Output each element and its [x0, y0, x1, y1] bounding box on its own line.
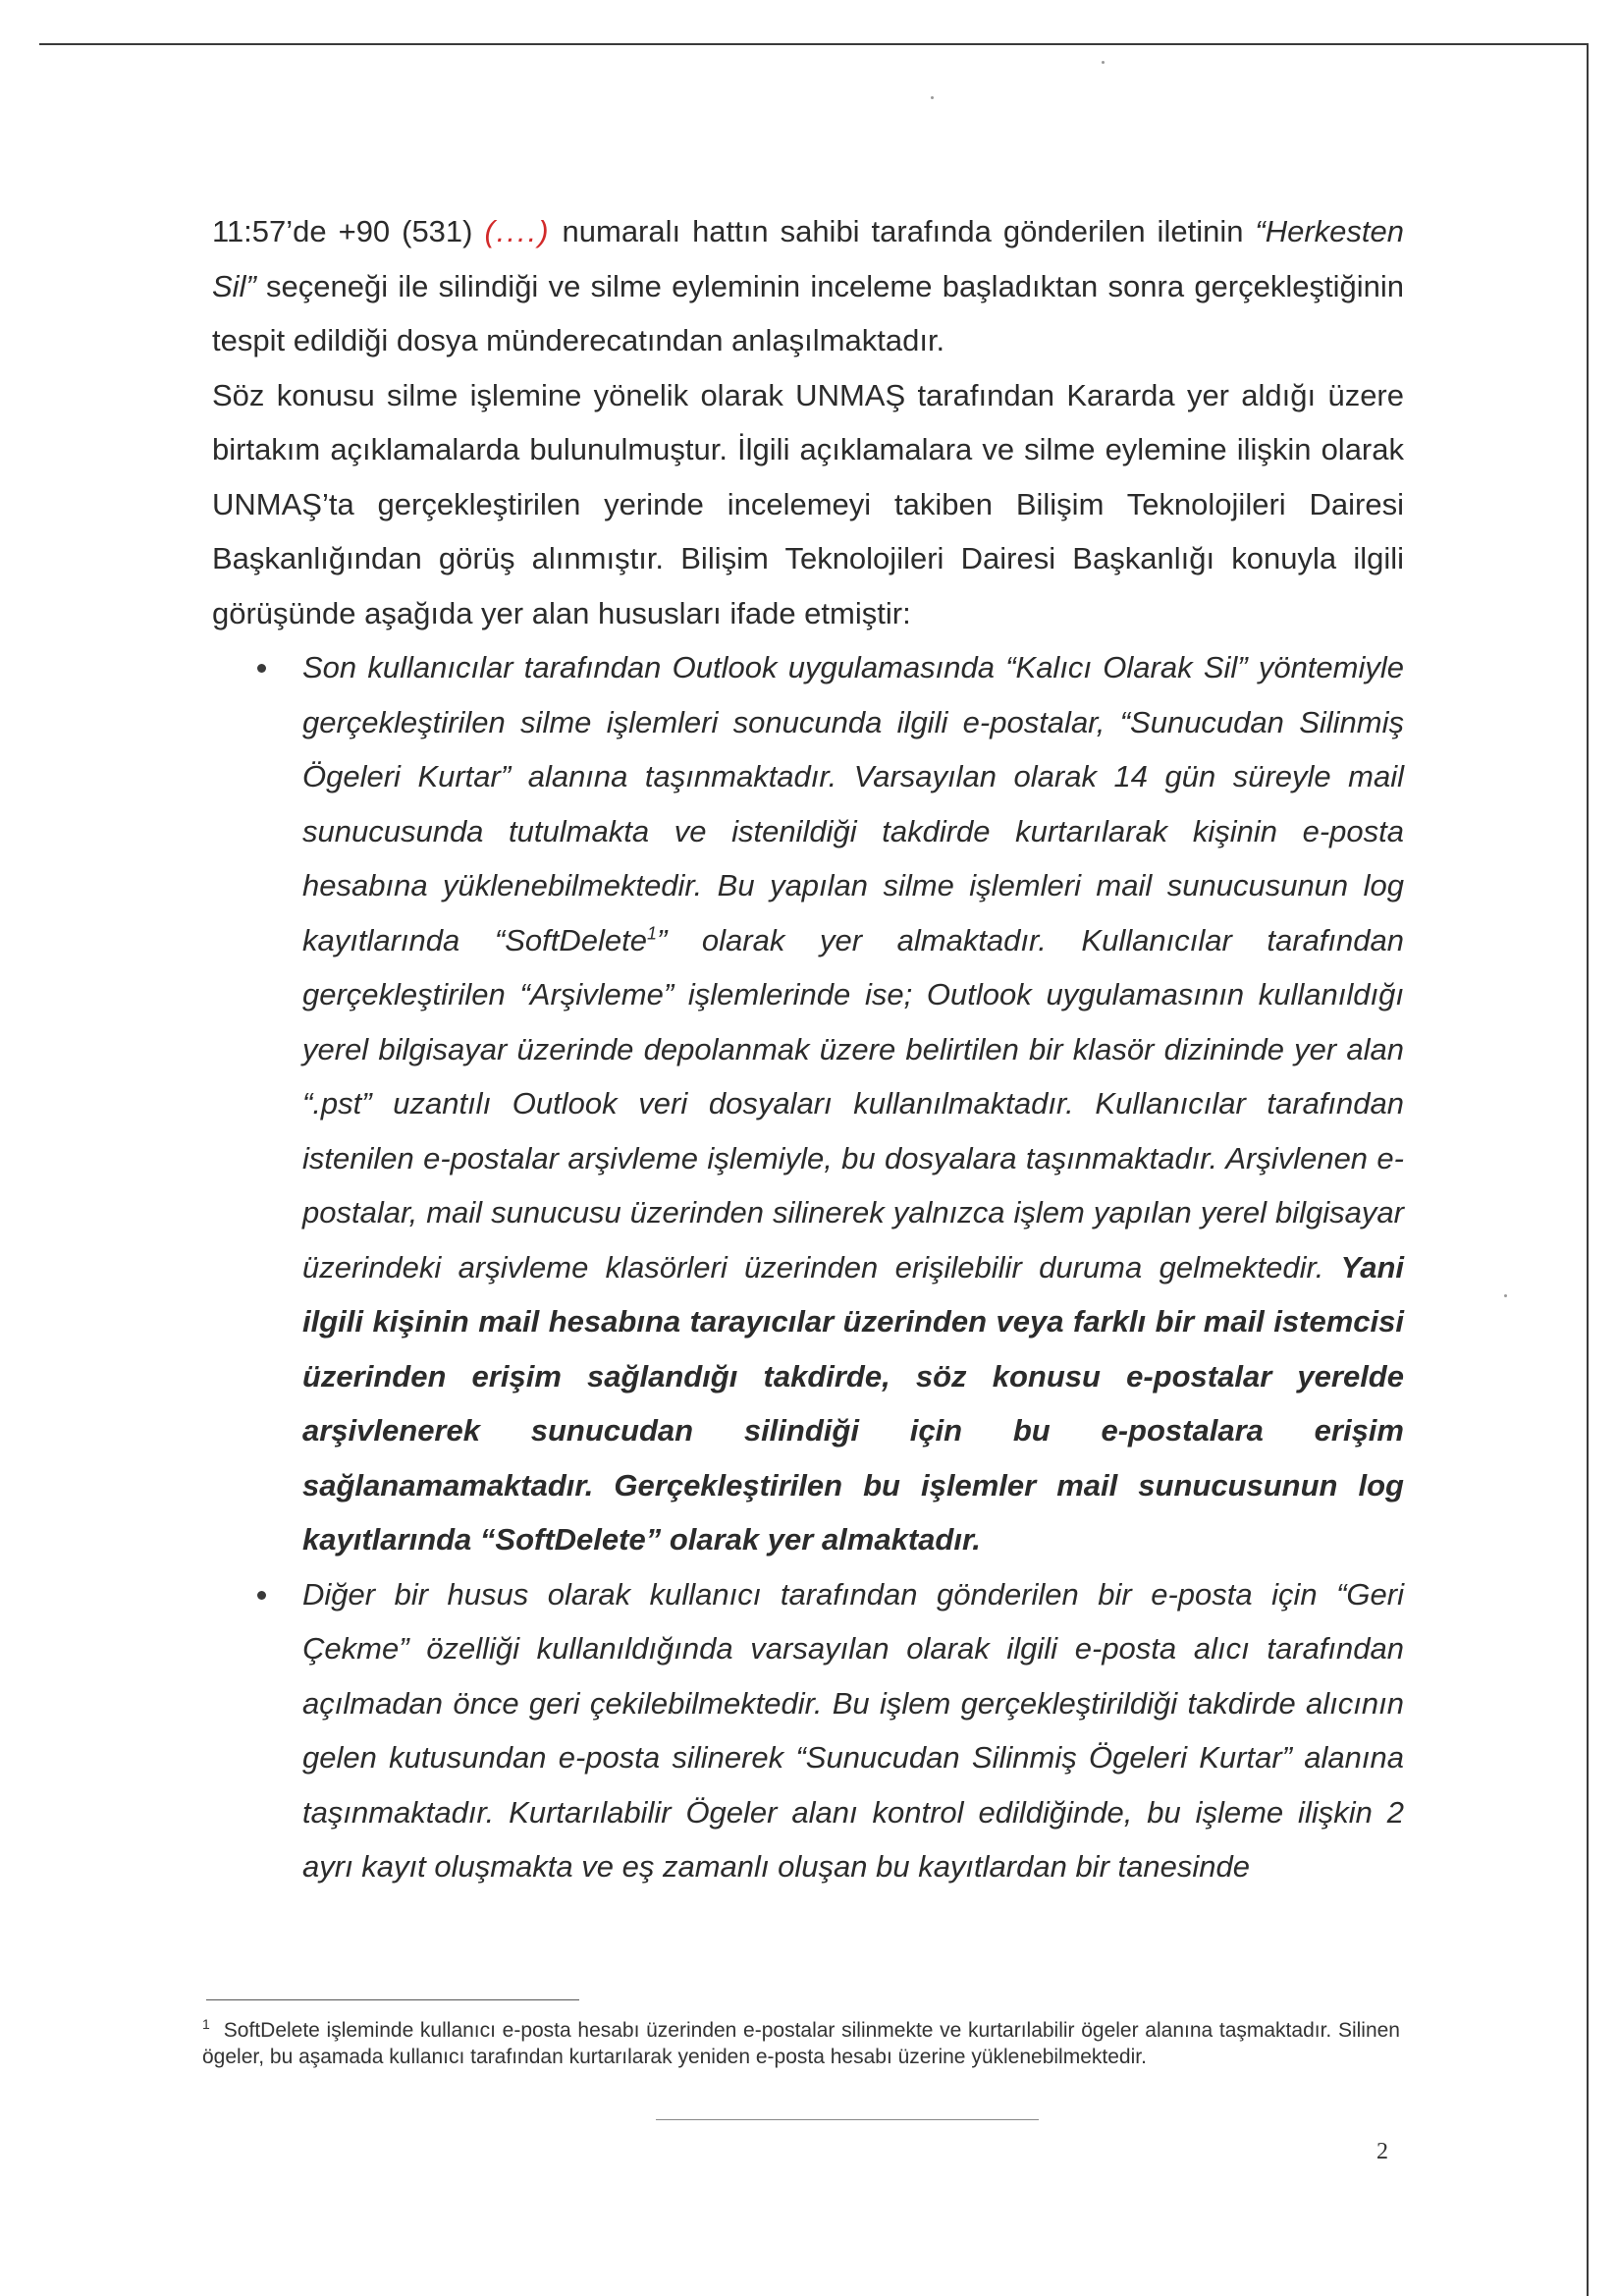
bullet-1-bold-text: Yani ilgili kişinin mail hesabına tarayıcılar üzerinden veya farklı bir mail istemcisi üzerinden erişim sağlandığı takdirde, söz konusu e-postalar yerelde arşivlenerek sunucudan silindiği için bu e-postalara erişim sağlanamamaktadır. Gerçekleştirilen bu işlemler mail sunucusunun log kayıtlarında “SoftDelete” olarak yer almaktadır. [302, 1249, 1404, 1557]
scan-speck [1504, 1294, 1507, 1297]
bottom-separator [656, 2119, 1039, 2120]
redacted-number: (....) [484, 214, 551, 248]
footnote-text: SoftDelete işleminde kullanıcı e-posta hesabı üzerinden e-postalar silinmekte ve kurtarılabilir ögeler alanına taşmaktadır. Silinen ögeler, bu aşamada kullanıcı tarafından kurtarılarak yeniden e-posta hesabı üzerine yüklenebilmektedir. [202, 2019, 1400, 2068]
bullet-1-text-1: Son kullanıcılar tarafından Outlook uygulamasında “Kalıcı Olarak Sil” yöntemiyle gerçekleştirilen silme işlemleri sonucunda ilgili e-postalar, “Sunucudan Silinmiş Ögeleri Kurtar” alanına taşınmaktadır. Varsayılan olarak 14 gün süreyle mail sunucusunda tutulmakta ve istenildiği takdirde kurtarılarak kişinin e-posta hesabına yüklenebilmektedir. Bu yapılan silme işlemleri mail sunucusunun log kayıtlarında “SoftDelete [302, 650, 1404, 957]
footnote-mark: 1 [202, 2016, 210, 2032]
bullet-dot-icon [257, 1591, 266, 1600]
bullet-2-text: Diğer bir husus olarak kullanıcı tarafından gönderilen bir e-posta için “Geri Çekme” özelliği kullanıldığında varsayılan olarak ilgili e-posta alıcı tarafından açılmadan önce geri çekilebilmektedir. Bu işlem gerçekleştirildiği takdirde alıcının gelen kutusundan e-posta silinerek “Sunucudan Silinmiş Ögeleri Kurtar” alanına taşınmaktadır. Kurtarılabilir Ögeler alanı kontrol edildiğinde, bu işleme ilişkin 2 ayrı kayıt oluşmakta ve eş zamanlı oluşan bu kayıtlardan bir tanesinde [302, 1576, 1404, 1884]
right-border-line [1587, 43, 1589, 2296]
paragraph-1-text-1: numaralı hattın sahibi tarafında gönderilen iletinin [550, 214, 1256, 248]
bullet-dot-icon [257, 664, 266, 673]
scan-speck [931, 96, 934, 99]
page-number: 2 [1376, 2139, 1388, 2164]
footnote-separator [206, 1999, 579, 2000]
bullet-item-2 [212, 1567, 1404, 1894]
paragraph-2: Söz konusu silme işlemine yönelik olarak UNMAŞ tarafından Kararda yer aldığı üzere birtakım açıklamalarda bulunulmuştur. İlgili açıklamalara ve silme eylemine ilişkin olarak UNMAŞ’ta gerçekleştirilen yerinde incelemeyi takiben Bilişim Teknolojileri Dairesi Başkanlığından görüş alınmıştır. Bilişim Teknolojileri Dairesi Başkanlığı konuyla ilgili görüşünde aşağıda yer alan hususları ifade etmiştir: [212, 377, 1404, 630]
paragraph-1-lead: 11:57’de +90 (531) [212, 214, 485, 248]
scan-speck [1102, 61, 1105, 64]
bullet-1-text-2: ” olarak yer almaktadır. Kullanıcılar tarafından gerçekleştirilen “Arşivleme” işlemlerinde ise; Outlook uygulamasının kullanıldığı yerel bilgisayar üzerinde depolanmak üzere belirtilen bir klasör dizininde yer alan “.pst” uzantılı Outlook veri dosyaları kullanılmaktadır. Kullanıcılar tarafından istenilen e-postalar arşivleme işlemiyle, bu dosyalara taşınmaktadır. Arşivlenen e-postalar, mail sunucusu üzerinden silinerek yalnızca işlem yapılan yerel bilgisayar üzerindeki arşivleme klasörleri üzerinden erişilebilir duruma gelmektedir. [302, 922, 1404, 1285]
top-border-line [39, 43, 1589, 45]
bullet-item-1 [212, 640, 1404, 1567]
footnote [202, 2011, 1400, 2070]
footnote-reference: 1 [646, 923, 657, 944]
bullet-list [212, 640, 1404, 1894]
paragraph-1 [212, 204, 1404, 368]
paragraph-1-text-2: seçeneği ile silindiği ve silme eyleminin inceleme başladıktan sonra gerçekleştiğinin tespit edildiği dosya münderecatından anlaşılmaktadır. [212, 268, 1404, 357]
document-body [212, 204, 1404, 1894]
paragraph-1-quote: “Herkesten Sil” [212, 214, 1405, 303]
